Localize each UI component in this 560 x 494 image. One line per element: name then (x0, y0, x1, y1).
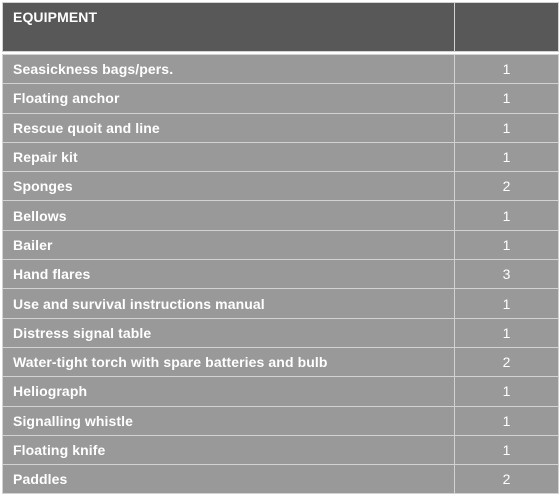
table-row (3, 377, 559, 406)
table-row (3, 347, 559, 376)
quantity-cell: 1 (455, 435, 559, 464)
quantity-cell: 1 (455, 84, 559, 113)
quantity-cell: 3 (455, 260, 559, 289)
quantity-cell: 1 (455, 289, 559, 318)
equipment-name-cell: Signalling whistle (3, 406, 455, 435)
equipment-name-cell: Use and survival instructions manual (3, 289, 455, 318)
quantity-cell: 2 (455, 347, 559, 376)
table-row (3, 435, 559, 464)
equipment-name-cell: Seasickness bags/pers. (3, 55, 455, 84)
quantity-cell: 1 (455, 201, 559, 230)
table-row (3, 289, 559, 318)
equipment-name-cell: Floating anchor (3, 84, 455, 113)
table-row (3, 142, 559, 171)
equipment-name-cell: Sponges (3, 172, 455, 201)
table-row (3, 201, 559, 230)
table-row (3, 465, 559, 494)
table-row (3, 260, 559, 289)
quantity-cell: 2 (455, 465, 559, 494)
table-row (3, 113, 559, 142)
equipment-name-cell: Repair kit (3, 142, 455, 171)
equipment-table (2, 2, 559, 494)
quantity-cell: 1 (455, 113, 559, 142)
quantity-cell: 1 (455, 230, 559, 259)
quantity-cell: 1 (455, 377, 559, 406)
equipment-name-cell: Rescue quoit and line (3, 113, 455, 142)
quantity-column-header (455, 3, 559, 52)
equipment-name-cell: Bellows (3, 201, 455, 230)
quantity-cell: 1 (455, 406, 559, 435)
table-row (3, 230, 559, 259)
equipment-column-header: EQUIPMENT (3, 3, 455, 52)
quantity-cell: 2 (455, 172, 559, 201)
table-header-row (3, 3, 559, 52)
table-row (3, 84, 559, 113)
equipment-name-cell: Paddles (3, 465, 455, 494)
table-row (3, 172, 559, 201)
table-row (3, 406, 559, 435)
equipment-name-cell: Heliograph (3, 377, 455, 406)
equipment-name-cell: Floating knife (3, 435, 455, 464)
equipment-name-cell: Water-tight torch with spare batteries and bulb (3, 347, 455, 376)
table-row (3, 318, 559, 347)
quantity-cell: 1 (455, 142, 559, 171)
equipment-name-cell: Bailer (3, 230, 455, 259)
table-row (3, 55, 559, 84)
quantity-cell: 1 (455, 55, 559, 84)
equipment-name-cell: Hand flares (3, 260, 455, 289)
equipment-name-cell: Distress signal table (3, 318, 455, 347)
table-body (3, 52, 559, 494)
quantity-cell: 1 (455, 318, 559, 347)
